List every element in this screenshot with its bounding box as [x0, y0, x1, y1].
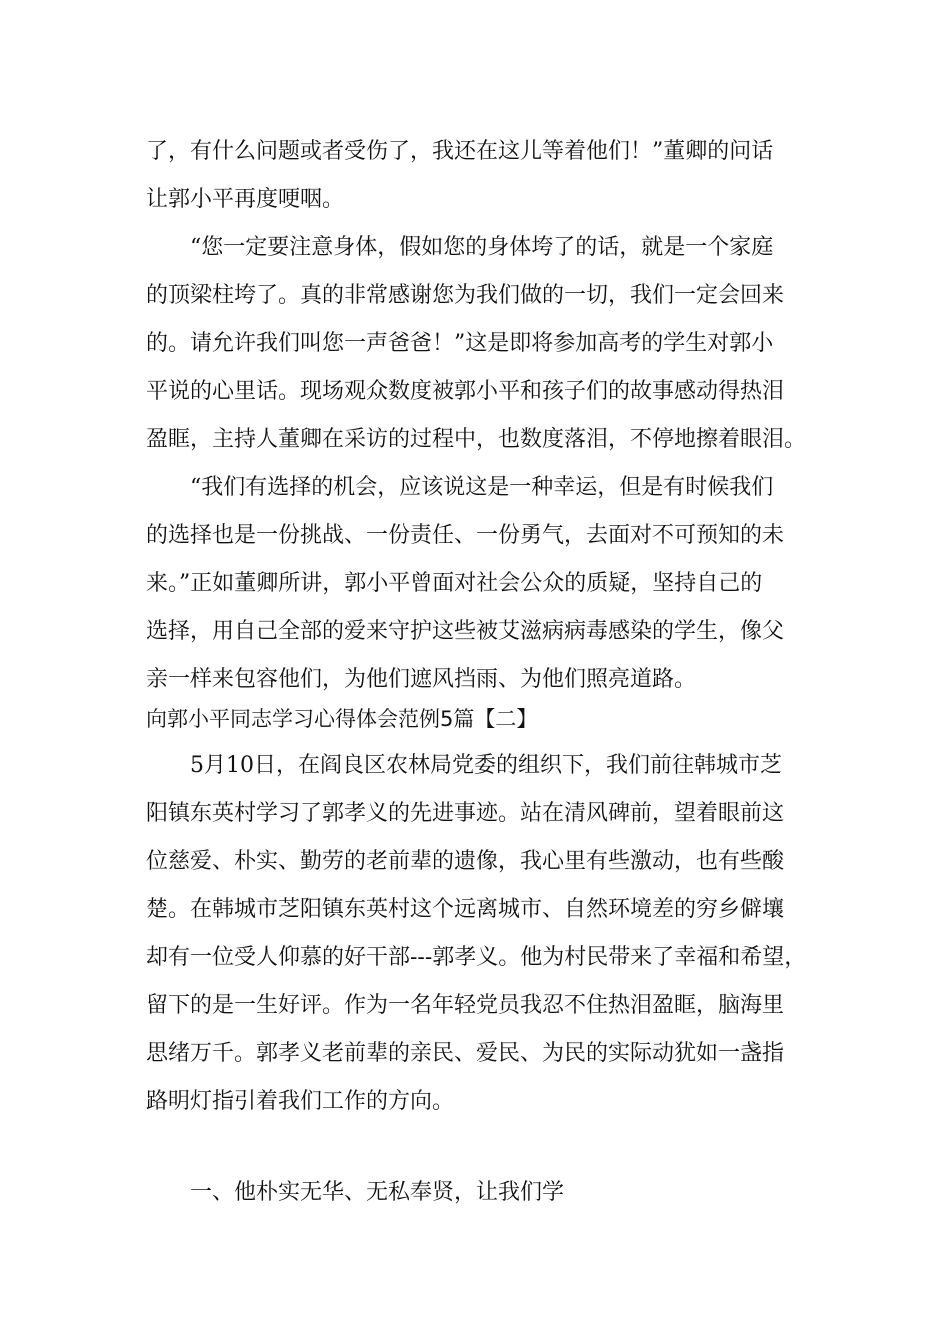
- text-line: 的选择也是一份挑战、一份责任、一份勇气，去面对不可预知的未: [146, 523, 785, 548]
- section-heading: [146, 695, 810, 743]
- text-line: 选择，用自己全部的爱来守护这些被艾滋病病毒感染的学生，像父: [146, 619, 785, 644]
- text-line: 一、他朴实无华、无私奉贤，让我们学: [190, 1180, 565, 1205]
- body-text: [146, 742, 810, 1126]
- text-line: 来。”正如董卿所讲，郭小平曾面对社会公众的质疑，坚持自己的: [146, 571, 763, 596]
- text-line: 楚。在韩城市芝阳镇东英村这个远离城市、自然环境差的穷乡僻壤: [146, 897, 785, 922]
- body-text: [146, 1169, 810, 1217]
- text-line: 位慈爱、朴实、勤劳的老前辈的遗像，我心里有些激动，也有些酸: [146, 849, 785, 874]
- text-line: 亲一样来包容他们，为他们遮风挡雨、为他们照亮道路。: [146, 667, 697, 692]
- text-line: 阳镇东英村学习了郭孝义的先进事迹。站在清风碑前，望着眼前这: [146, 801, 785, 826]
- text-line: 的。请允许我们叫您一声爸爸！”这是即将参加高考的学生对郭小: [146, 331, 774, 356]
- text-line: 思绪万千。郭孝义老前辈的亲民、爱民、为民的实际动犹如一盏指: [146, 1041, 785, 1066]
- text-line: 路明灯指引着我们工作的方向。: [146, 1089, 455, 1114]
- text-line: 却有一位受人仰慕的好干部---郭孝义。他为村民带来了幸福和希望，: [146, 945, 807, 970]
- text-line: 了，有什么问题或者受伤了，我还在这儿等着他们！”董卿的问话: [146, 139, 774, 164]
- body-text: [146, 128, 810, 704]
- text-line: “您一定要注意身体，假如您的身体垮了的话，就是一个家庭: [190, 235, 774, 260]
- text-line: 平说的心里话。现场观众数度被郭小平和孩子们的故事感动得热泪: [146, 379, 785, 404]
- text-line: 盈眶，主持人董卿在采访的过程中，也数度落泪，不停地擦着眼泪。: [146, 427, 807, 452]
- text-line: 5月10日，在阎良区农林局党委的组织下，我们前往韩城市芝: [190, 753, 782, 778]
- text-line: 留下的是一生好评。作为一名年轻党员我忍不住热泪盈眶，脑海里: [146, 993, 785, 1018]
- text-line: 让郭小平再度哽咽。: [146, 187, 345, 212]
- section-heading-text: 向郭小平同志学习心得体会范例5篇【二】: [146, 707, 538, 731]
- text-line: “我们有选择的机会，应该说这是一种幸运，但是有时候我们: [190, 475, 774, 500]
- text-line: 的顶梁柱垮了。真的非常感谢您为我们做的一切，我们一定会回来: [146, 283, 785, 308]
